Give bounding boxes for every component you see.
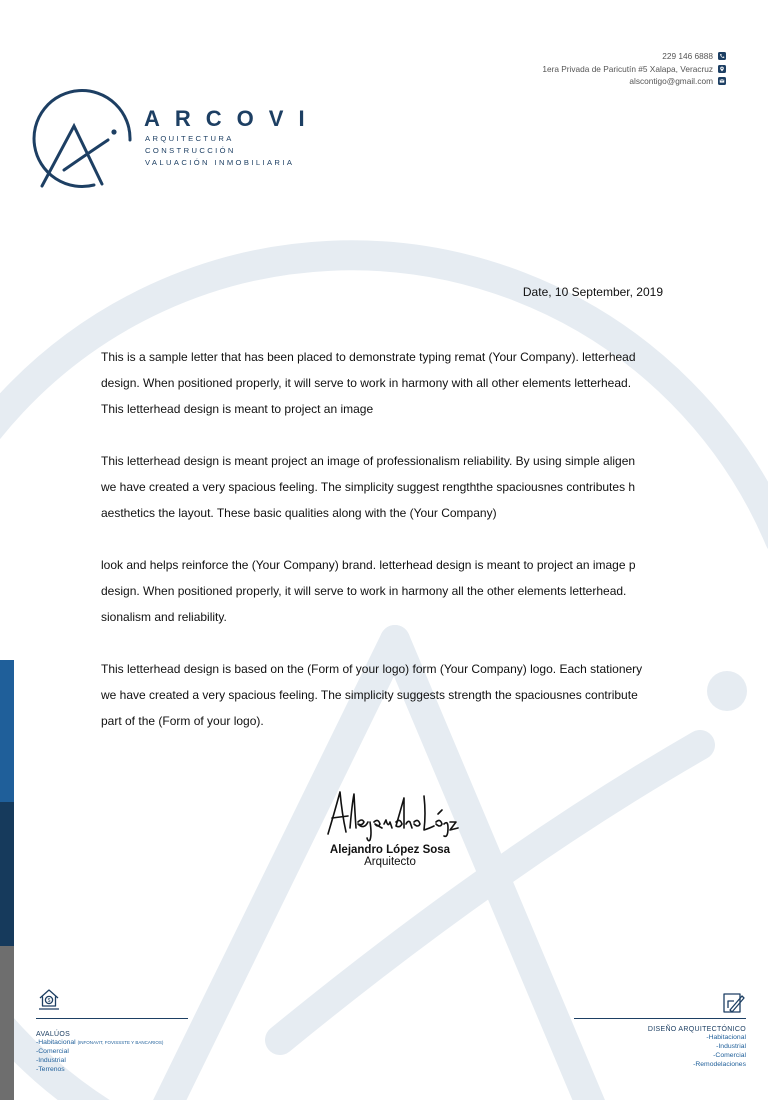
footer-right-item: -Comercial [713,1052,746,1059]
footer-right-item: -Industrial [716,1043,746,1050]
watermark-dot [707,671,747,711]
body-line: sionalism and reliability. [101,610,227,624]
body-line: This is a sample letter that has been placed to demonstrate typing remat (Your Company). letterhead [101,350,636,364]
body-line: we have created a very spacious feeling. The simplicity suggests strength the spaciousnes contribute [101,688,638,702]
contact-phone[interactable]: 229 146 6888 [662,51,713,62]
footer-avaluos [36,986,196,1074]
sidebar-bar-gray [0,946,14,1100]
body-line: we have created a very spacious feeling. The simplicity suggest rengththe spaciousnes contributes h [101,480,636,494]
sidebar-bar-navy [0,802,14,946]
footer-right-item: -Habitacional [706,1034,746,1041]
brand-tagline-3: VALUACIÓN INMOBILIARIA [145,158,295,167]
body-line: aesthetics the layout. These basic qualities along with the (Your Company) [101,506,497,520]
paragraph-3 [101,555,667,633]
footer-divider-right [574,1018,746,1019]
sidebar-bar-blue [0,660,14,802]
body-line: look and helps reinforce the (Your Company) brand. letterhead design is meant to project an image p [101,558,636,572]
body-line: This letterhead design is meant to project an image [101,402,374,416]
letter-date: Date, 10 September, 2019 [522,285,663,299]
signature-block [300,784,480,868]
blueprint-pencil-icon [720,990,746,1016]
footer-right-item: -Remodelaciones [693,1061,746,1068]
phone-icon [718,52,726,60]
footer-left-item: -Industrial [36,1057,66,1064]
footer-diseno [574,990,746,1069]
letter-body [101,347,667,763]
body-line: design. When positioned properly, it will serve to work in harmony with all other elements letterhead. [101,376,632,390]
signatory-title: Arquitecto [364,856,416,868]
footer-left-item-note: (INFONAVIT, FOVISSSTE Y BANCARIOS) [77,1040,164,1045]
arcovi-logo-mark [32,88,134,190]
body-line: design. When positioned properly, it will serve to work in harmony all the other elements letterhead. [101,584,627,598]
brand-tagline-2: CONSTRUCCIÓN [145,146,236,155]
footer-left-heading: AVALÚOS [36,1031,71,1038]
body-line: This letterhead design is based on the (Form of your logo) form (Your Company) logo. Each stationery [101,662,643,676]
house-dollar-icon [36,986,62,1012]
paragraph-4 [101,659,667,737]
brand-name: ARCOVI [144,106,320,131]
handwritten-signature [320,784,460,844]
contact-email-row [542,75,726,88]
email-icon [718,77,726,85]
location-pin-icon [718,65,726,73]
footer-left-item: -Terrenos [36,1066,65,1073]
footer-divider-left [36,1018,188,1019]
contact-block [542,50,726,88]
contact-address-row [542,63,726,76]
signatory-name: Alejandro López Sosa [329,844,451,856]
paragraph-1 [101,347,667,425]
contact-email[interactable]: alscontigo@gmail.com [629,76,713,87]
footer-right-heading: DISEÑO ARQUITECTÓNICO [647,1026,746,1033]
body-line: This letterhead design is meant project an image of professionalism reliability. By using simple aligen [101,454,636,468]
contact-address: 1era Privada de Paricutín #5 Xalapa, Veracruz [542,63,713,74]
svg-text:$: $ [47,998,51,1004]
brand-tagline-1: ARQUITECTURA [145,134,234,143]
contact-phone-row [542,50,726,63]
body-line: part of the (Form of your logo). [101,714,264,728]
paragraph-2 [101,451,667,529]
footer-left-item: -Habitacional (INFONAVIT, FOVISSSTE Y BANCARIOS) [36,1039,164,1046]
footer-left-item: -Comercial [36,1048,69,1055]
